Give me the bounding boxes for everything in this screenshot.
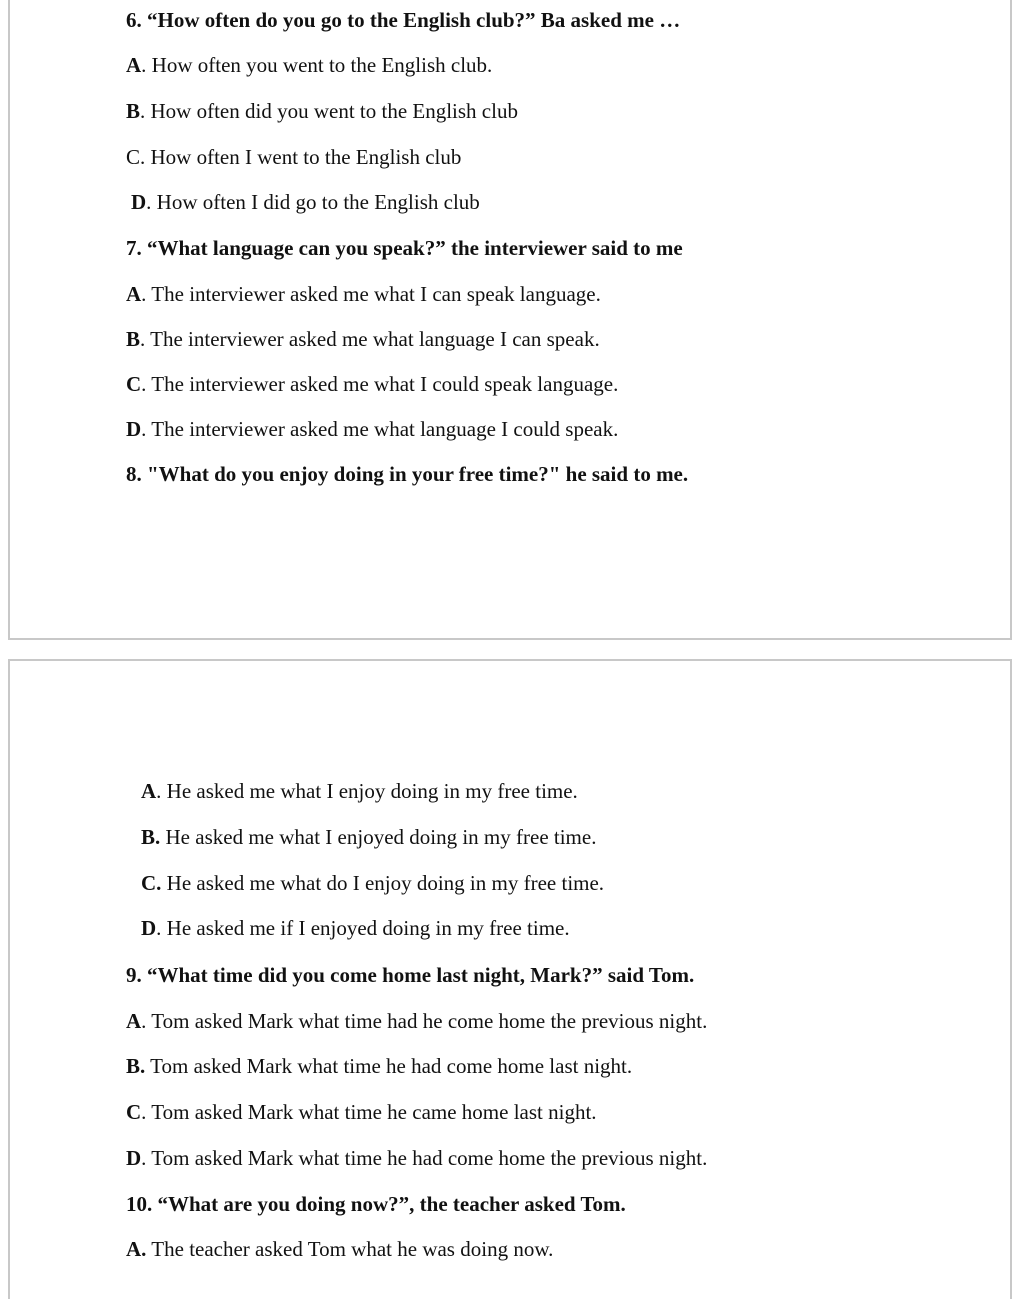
q10-option-a: A. The teacher asked Tom what he was doing now. — [126, 1237, 554, 1261]
question-10: 10. “What are you doing now?”, the teacher asked Tom. — [126, 1192, 626, 1216]
page-panel-1 — [8, 0, 1012, 640]
q9-option-d: D. Tom asked Mark what time he had come home the previous night. — [126, 1146, 708, 1170]
q7-option-d: D. The interviewer asked me what language I could speak. — [126, 417, 619, 441]
q7-option-a: A. The interviewer asked me what I can speak language. — [126, 282, 601, 306]
q6-option-b: B. How often did you went to the English club — [126, 99, 518, 123]
q6-option-d: D. How often I did go to the English club — [131, 190, 480, 214]
q7-option-c: C. The interviewer asked me what I could speak language. — [126, 372, 619, 396]
q9-option-a: A. Tom asked Mark what time had he come home the previous night. — [126, 1009, 708, 1033]
question-6: 6. “How often do you go to the English club?” Ba asked me … — [126, 8, 681, 32]
q6-option-c: C. How often I went to the English club — [126, 145, 462, 169]
question-9: 9. “What time did you come home last night, Mark?” said Tom. — [126, 963, 695, 987]
question-8: 8. "What do you enjoy doing in your free time?" he said to me. — [126, 462, 689, 486]
q8-option-c: C. He asked me what do I enjoy doing in my free time. — [141, 871, 605, 895]
q8-option-a: A. He asked me what I enjoy doing in my free time. — [141, 779, 578, 803]
q9-option-b: B. Tom asked Mark what time he had come home last night. — [126, 1054, 633, 1078]
q9-option-c: C. Tom asked Mark what time he came home last night. — [126, 1100, 597, 1124]
q6-option-a: A. How often you went to the English club. — [126, 53, 493, 77]
q7-option-b: B. The interviewer asked me what language I can speak. — [126, 327, 600, 351]
question-7: 7. “What language can you speak?” the interviewer said to me — [126, 236, 683, 260]
q8-option-d: D. He asked me if I enjoyed doing in my free time. — [141, 916, 570, 940]
q8-option-b: B. He asked me what I enjoyed doing in my free time. — [141, 825, 597, 849]
